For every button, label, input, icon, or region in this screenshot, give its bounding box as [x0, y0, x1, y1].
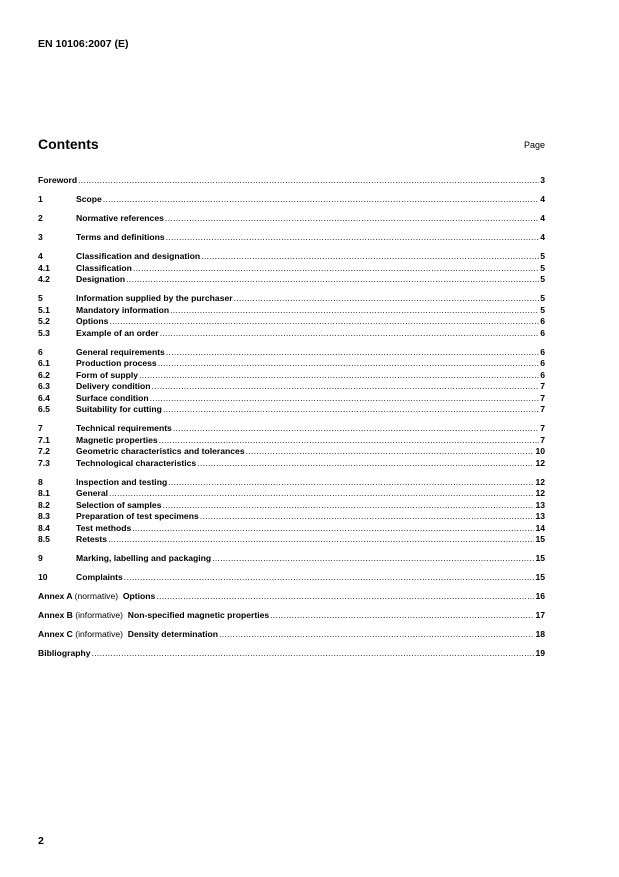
dot-leader — [159, 435, 540, 447]
dot-leader — [124, 572, 535, 584]
toc-entry-title: Designation — [76, 274, 126, 284]
toc-entry-title: General — [76, 488, 109, 498]
dot-leader — [173, 423, 539, 435]
toc-entry[interactable] — [38, 232, 545, 244]
dot-leader — [92, 648, 535, 660]
annex-title: Non-specified magnetic properties — [127, 610, 270, 620]
page-column-label: Page — [523, 140, 545, 150]
toc-entry[interactable] — [38, 358, 545, 370]
toc-entry-number: 6.2 — [38, 369, 50, 380]
dot-leader — [152, 381, 540, 393]
dot-leader — [246, 446, 535, 458]
toc-entry-title: Magnetic properties — [76, 434, 158, 445]
toc-entry[interactable] — [38, 393, 545, 405]
toc-entry-title: Classification and designation — [76, 251, 201, 261]
toc-entry-number: 2 — [38, 213, 43, 223]
toc-entry-number: 8.4 — [38, 522, 50, 533]
toc-entry[interactable] — [38, 194, 545, 206]
toc-entry[interactable] — [38, 328, 545, 340]
toc-entry-page: 16 — [535, 591, 545, 601]
toc-entry-page: 15 — [535, 534, 545, 544]
toc-entry-number: 8.5 — [38, 534, 50, 544]
toc-entry-number: 8.3 — [38, 511, 50, 521]
toc-entry-page: 5 — [540, 274, 545, 284]
toc-entry-number: 6.1 — [38, 358, 50, 368]
dot-leader — [165, 213, 539, 225]
toc-entry-title: Marking, labelling and packaging — [76, 553, 212, 563]
toc-entry-title: Classification — [76, 262, 132, 273]
toc-entry-number: 6.5 — [38, 404, 50, 414]
toc-entry-number: 5.2 — [38, 316, 50, 326]
toc-annex-entry[interactable] — [38, 610, 545, 622]
toc-entry[interactable] — [38, 263, 545, 275]
toc-entry-page: 5 — [540, 251, 545, 261]
toc-entry[interactable] — [38, 572, 545, 584]
toc-entry-number: 5.1 — [38, 304, 50, 315]
dot-leader — [201, 251, 539, 263]
toc-entry-page: 12 — [535, 476, 545, 487]
toc-entry-title: Mandatory information — [76, 304, 170, 315]
toc-entry-page: 18 — [535, 629, 545, 639]
toc-entry[interactable] — [38, 213, 545, 225]
dot-leader — [109, 488, 534, 500]
toc-entry-page: 12 — [535, 488, 545, 498]
annex-kind: (informative) — [75, 629, 124, 639]
toc-entry-page: 4 — [540, 213, 545, 223]
toc-entry-title: Example of an order — [76, 327, 159, 338]
toc-entry[interactable] — [38, 305, 545, 317]
dot-leader — [163, 500, 535, 512]
dot-leader — [234, 293, 540, 305]
toc-entry-page: 4 — [540, 194, 545, 204]
dot-leader — [150, 393, 540, 405]
toc-entry[interactable] — [38, 523, 545, 535]
toc-entry-number: 8 — [38, 476, 43, 487]
toc-entry[interactable] — [38, 274, 545, 286]
toc-entry-page: 14 — [535, 522, 545, 533]
dot-leader — [200, 511, 535, 523]
dot-leader — [108, 534, 534, 546]
annex-kind: (informative) — [75, 610, 124, 620]
toc-entry[interactable] — [38, 347, 545, 359]
toc-bibliography-entry[interactable] — [38, 648, 545, 660]
annex-label: Annex A — [38, 591, 73, 601]
toc-entry-number: 6.3 — [38, 381, 50, 391]
toc-entry[interactable] — [38, 477, 545, 489]
toc-entry[interactable] — [38, 316, 545, 328]
dot-leader — [166, 347, 539, 359]
toc-entry-page: 13 — [535, 499, 545, 510]
toc-annex-title — [38, 591, 155, 603]
toc-entry[interactable] — [38, 435, 545, 447]
toc-entry-number: 7.2 — [38, 446, 50, 456]
toc-entry[interactable] — [38, 446, 545, 458]
toc-entry-page: 6 — [540, 369, 545, 380]
toc-entry-title: Preparation of test specimens — [76, 511, 199, 521]
toc-entry-number: 4.2 — [38, 274, 50, 284]
toc-entry-title: Suitability for cutting — [76, 404, 162, 414]
toc-entry-page: 7 — [540, 392, 545, 403]
toc-entry-page: 7 — [540, 381, 545, 391]
toc-entry[interactable] — [38, 293, 545, 305]
toc-entry-page: 7 — [540, 404, 545, 414]
toc-entry-number: 8.1 — [38, 488, 50, 498]
toc-entry-number: 7 — [38, 423, 43, 433]
toc-entry[interactable] — [38, 381, 545, 393]
toc-entry[interactable] — [38, 553, 545, 565]
toc-annex-title — [38, 610, 269, 622]
annex-title: Density determination — [127, 629, 219, 639]
toc-entry-title: Information supplied by the purchaser — [76, 293, 233, 303]
toc-entry-page: 7 — [540, 434, 545, 445]
toc-entry-number: 7.3 — [38, 457, 50, 468]
toc-entry-page: 7 — [540, 423, 545, 433]
toc-entry-title: Foreword — [38, 175, 78, 185]
dot-leader — [219, 629, 534, 641]
toc-entry[interactable] — [38, 458, 545, 470]
toc-entry-title: Form of supply — [76, 369, 139, 380]
document-id: EN 10106:2007 (E) — [38, 38, 129, 50]
toc-entry-number: 5.3 — [38, 327, 50, 338]
contents-heading: Contents — [38, 136, 99, 152]
toc-entry-page: 15 — [535, 553, 545, 563]
toc-entry-title: Complaints — [76, 572, 123, 582]
toc-entry[interactable] — [38, 488, 545, 500]
toc-entry[interactable] — [38, 404, 545, 416]
toc-entry-title: Bibliography — [38, 648, 91, 658]
toc-entry-page: 15 — [535, 572, 545, 582]
toc-entry-page: 6 — [540, 358, 545, 368]
dot-leader — [139, 370, 539, 382]
dot-leader — [170, 305, 539, 317]
dot-leader — [270, 610, 534, 622]
toc-entry[interactable] — [38, 534, 545, 546]
dot-leader — [160, 328, 540, 340]
toc-entry-number: 7.1 — [38, 434, 50, 445]
toc-entry-title: Terms and definitions — [76, 232, 165, 242]
toc-entry-number: 9 — [38, 553, 43, 563]
toc-entry-title: Production process — [76, 358, 157, 368]
toc-entry-page: 13 — [535, 511, 545, 521]
toc-entry-page: 10 — [535, 446, 545, 456]
dot-leader — [166, 232, 540, 244]
dot-leader — [163, 404, 539, 416]
toc-entry-title: Normative references — [76, 213, 164, 223]
dot-leader — [168, 477, 534, 489]
toc-entry-number: 6.4 — [38, 392, 50, 403]
toc-entry-page: 6 — [540, 316, 545, 326]
table-of-contents — [38, 175, 545, 660]
annex-label: Annex B — [38, 610, 73, 620]
toc-entry-number: 10 — [38, 572, 48, 582]
toc-entry-title: Geometric characteristics and tolerances — [76, 446, 245, 456]
dot-leader — [133, 263, 539, 275]
toc-annex-entry[interactable] — [38, 591, 545, 603]
toc-entry[interactable] — [38, 511, 545, 523]
toc-entry-number: 3 — [38, 232, 43, 242]
page-number: 2 — [38, 835, 44, 847]
toc-entry-page: 12 — [535, 457, 545, 468]
toc-entry-page: 5 — [540, 304, 545, 315]
toc-annex-entry[interactable] — [38, 629, 545, 641]
annex-title: Options — [122, 591, 156, 601]
dot-leader — [132, 523, 534, 535]
toc-entry[interactable] — [38, 175, 545, 187]
annex-kind: (normative) — [74, 591, 119, 601]
toc-entry-title: Surface condition — [76, 392, 149, 403]
toc-entry-title: Scope — [76, 194, 102, 204]
toc-entry-number: 8.2 — [38, 499, 50, 510]
toc-entry-page: 3 — [540, 175, 545, 185]
toc-entry-title: Technical requirements — [76, 423, 172, 433]
dot-leader — [212, 553, 534, 565]
dot-leader — [109, 316, 539, 328]
toc-entry-page: 5 — [540, 262, 545, 273]
toc-entry-page: 6 — [540, 346, 545, 357]
dot-leader — [156, 591, 534, 603]
toc-entry-title: Delivery condition — [76, 381, 151, 391]
dot-leader — [158, 358, 540, 370]
toc-entry-page: 4 — [540, 232, 545, 242]
annex-label: Annex C — [38, 629, 73, 639]
toc-entry-title: Inspection and testing — [76, 476, 168, 487]
dot-leader — [126, 274, 539, 286]
toc-entry-title: Options — [76, 316, 109, 326]
dot-leader — [103, 194, 539, 206]
toc-entry[interactable] — [38, 370, 545, 382]
toc-entry[interactable] — [38, 423, 545, 435]
toc-entry-number: 5 — [38, 293, 43, 303]
toc-entry-number: 1 — [38, 194, 43, 204]
dot-leader — [78, 175, 539, 187]
toc-entry-page: 17 — [535, 610, 545, 620]
toc-entry-title: Selection of samples — [76, 499, 162, 510]
dot-leader — [197, 458, 534, 470]
toc-entry[interactable] — [38, 500, 545, 512]
toc-entry-title: General requirements — [76, 346, 165, 357]
toc-entry[interactable] — [38, 251, 545, 263]
toc-entry-number: 6 — [38, 346, 43, 357]
toc-entry-number: 4.1 — [38, 262, 50, 273]
toc-entry-number: 4 — [38, 251, 43, 261]
toc-entry-title: Test methods — [76, 522, 132, 533]
toc-entry-title: Retests — [76, 534, 108, 544]
toc-entry-page: 6 — [540, 327, 545, 338]
toc-annex-title — [38, 629, 218, 641]
toc-entry-page: 5 — [540, 293, 545, 303]
toc-entry-page: 19 — [535, 648, 545, 658]
toc-entry-title: Technological characteristics — [76, 457, 197, 468]
